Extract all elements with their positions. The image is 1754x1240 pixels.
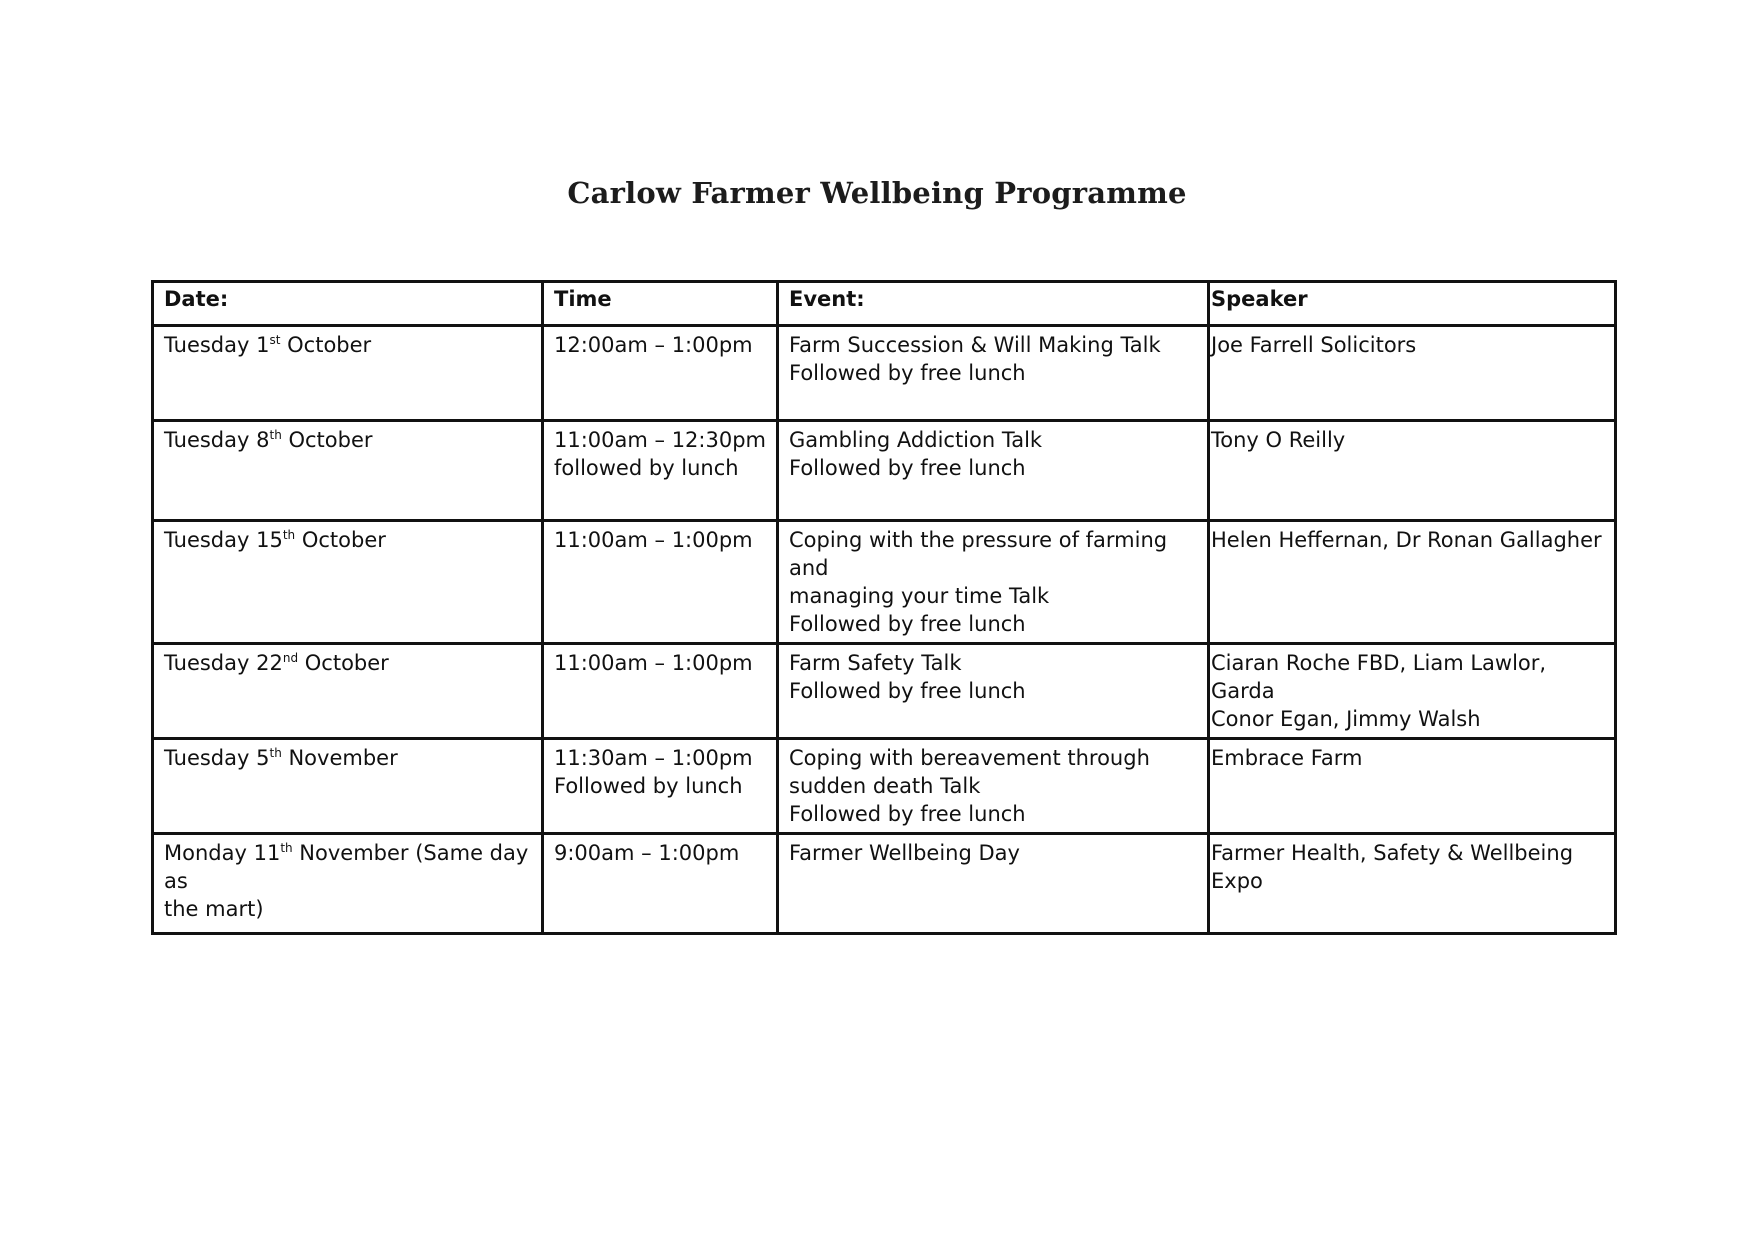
speaker-text: Embrace Farm <box>1211 746 1363 770</box>
date-text: Tuesday 8 <box>164 428 270 452</box>
speaker-cell <box>1209 834 1616 934</box>
speaker-text: Farmer Health, Safety & Wellbeing Expo <box>1211 841 1574 893</box>
event-text: Followed by free lunch <box>789 612 1026 636</box>
date-text: the mart) <box>164 897 264 921</box>
event-cell <box>778 834 1209 934</box>
event-text: Followed by free lunch <box>789 361 1026 385</box>
speaker-cell <box>1209 421 1616 521</box>
table-row <box>153 326 1616 421</box>
date-cell <box>153 421 543 521</box>
event-text: Followed by free lunch <box>789 456 1026 480</box>
table-row <box>153 421 1616 521</box>
event-text: Followed by free lunch <box>789 679 1026 703</box>
time-text: 11:00am – 1:00pm <box>554 651 753 675</box>
date-ordinal: th <box>280 841 293 855</box>
speaker-text: Conor Egan, Jimmy Walsh <box>1211 707 1481 731</box>
event-text: Farm Succession & Will Making Talk <box>789 333 1161 357</box>
speaker-text: Tony O Reilly <box>1211 428 1346 452</box>
speaker-cell <box>1209 739 1616 834</box>
date-ordinal: th <box>269 746 282 760</box>
time-cell <box>543 644 778 739</box>
date-cell <box>153 326 543 421</box>
date-ordinal: th <box>269 428 282 442</box>
time-cell <box>543 326 778 421</box>
header-date: Date: <box>153 282 543 326</box>
time-cell <box>543 421 778 521</box>
programme-table <box>151 280 1617 935</box>
time-text: 11:00am – 12:30pm <box>554 428 766 452</box>
date-ordinal: nd <box>282 651 299 665</box>
date-cell <box>153 739 543 834</box>
date-text: October <box>280 333 372 357</box>
date-ordinal: th <box>282 528 296 542</box>
event-text: managing your time Talk <box>789 584 1050 608</box>
time-text: Followed by lunch <box>554 774 743 798</box>
date-text: Tuesday 5 <box>164 746 270 770</box>
time-text: 9:00am – 1:00pm <box>554 841 740 865</box>
event-cell <box>778 739 1209 834</box>
speaker-cell <box>1209 521 1616 644</box>
speaker-cell <box>1209 644 1616 739</box>
time-text: 11:00am – 1:00pm <box>554 528 753 552</box>
time-cell <box>543 521 778 644</box>
speaker-cell <box>1209 326 1616 421</box>
event-text: Farmer Wellbeing Day <box>789 841 1020 865</box>
table-row <box>153 644 1616 739</box>
time-text: 12:00am – 1:00pm <box>554 333 753 357</box>
time-text: followed by lunch <box>554 456 739 480</box>
table-row <box>153 521 1616 644</box>
date-cell <box>153 521 543 644</box>
speaker-text: Joe Farrell Solicitors <box>1211 333 1417 357</box>
event-cell <box>778 644 1209 739</box>
date-line <box>164 839 531 895</box>
event-cell <box>778 421 1209 521</box>
event-text: sudden death Talk <box>789 774 981 798</box>
event-text: Coping with bereavement through <box>789 746 1150 770</box>
time-text: 11:30am – 1:00pm <box>554 746 753 770</box>
table-header-row <box>153 282 1616 326</box>
speaker-text: Helen Heffernan, Dr Ronan Gallagher <box>1211 528 1602 552</box>
event-text: Farm Safety Talk <box>789 651 962 675</box>
date-text: Monday 11 <box>164 841 281 865</box>
date-text: November (Same day as <box>164 841 529 893</box>
date-text: Tuesday 1 <box>164 333 270 357</box>
event-text: Coping with the pressure of farming and <box>789 528 1168 580</box>
page-title: Carlow Farmer Wellbeing Programme <box>567 176 1187 210</box>
date-text: November <box>281 746 398 770</box>
date-text: October <box>281 428 373 452</box>
header-time: Time <box>543 282 778 326</box>
time-cell <box>543 834 778 934</box>
event-cell <box>778 326 1209 421</box>
date-text: Tuesday 22 <box>164 651 283 675</box>
event-text: Followed by free lunch <box>789 802 1026 826</box>
date-cell <box>153 834 543 934</box>
table-row <box>153 834 1616 934</box>
event-cell <box>778 521 1209 644</box>
date-text: October <box>295 528 386 552</box>
date-ordinal: st <box>269 333 281 347</box>
event-text: Gambling Addiction Talk <box>789 428 1043 452</box>
time-cell <box>543 739 778 834</box>
speaker-text: Ciaran Roche FBD, Liam Lawlor, Garda <box>1211 651 1547 703</box>
table-row <box>153 739 1616 834</box>
date-text: October <box>298 651 389 675</box>
header-speaker: Speaker <box>1209 282 1616 326</box>
header-event: Event: <box>778 282 1209 326</box>
date-text: Tuesday 15 <box>164 528 283 552</box>
date-cell <box>153 644 543 739</box>
